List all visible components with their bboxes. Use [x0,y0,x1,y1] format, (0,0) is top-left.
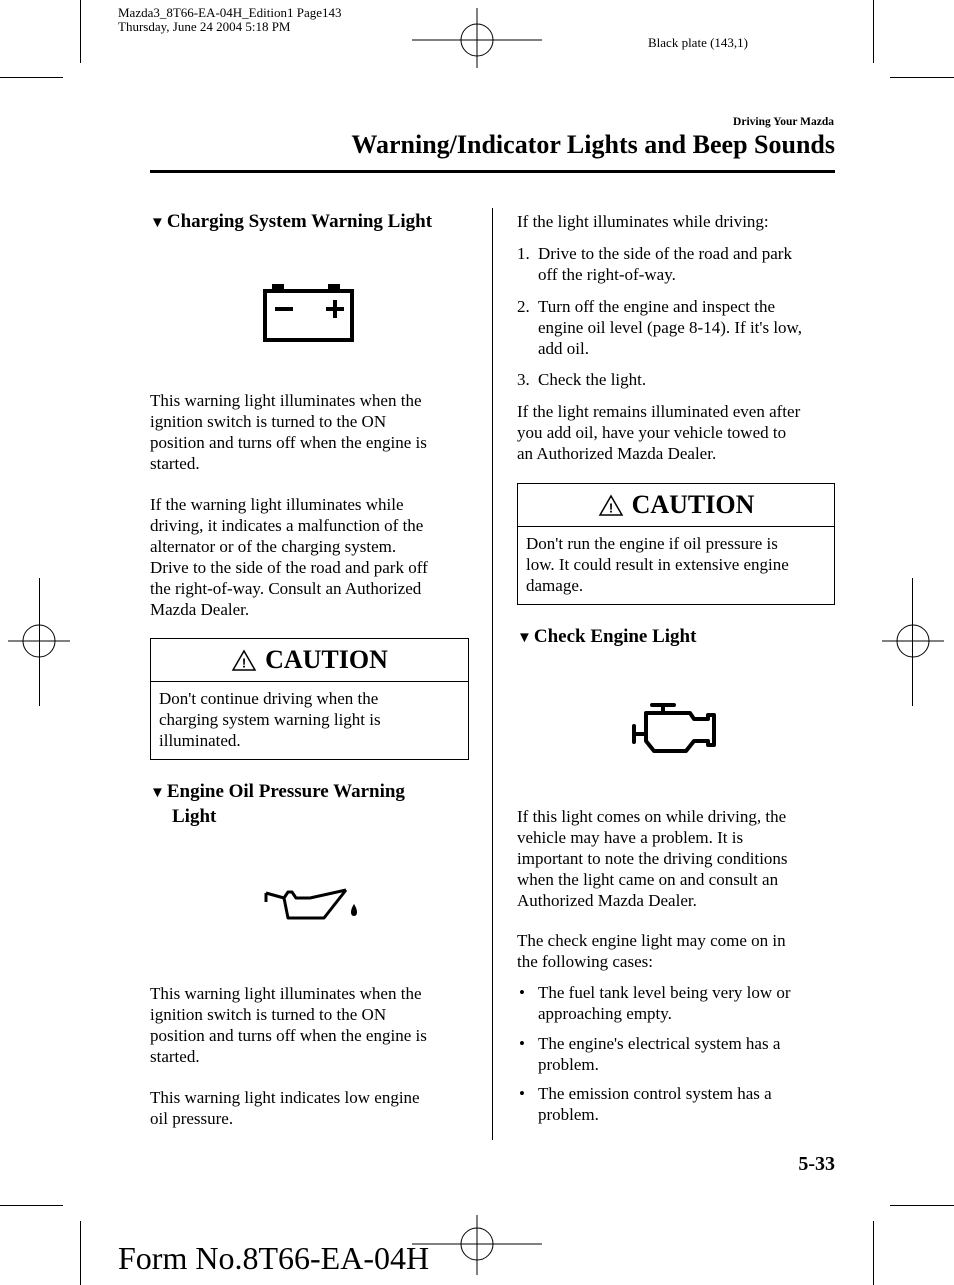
oil-paragraph-1: This warning light illuminates when the ignition switch is turned to the ON position and turns off when the engine is started. [150,984,427,1066]
registration-mark-icon [412,8,542,68]
oil-pressure-heading: ▼ Engine Oil Pressure Warning Light [150,781,405,827]
list-item: 1. Drive to the side of the road and park off the right-of-way. [517,244,792,284]
svg-text:!: ! [608,500,613,515]
caution-title: CAUTION [265,645,388,674]
caution-header [151,639,468,682]
print-date-line: Thursday, June 24 2004 5:18 PM [118,19,291,34]
remains-paragraph: If the light remains illuminated even after you add oil, have your vehicle towed to an Authorized Mazda Dealer. [517,402,801,463]
registration-mark-icon [882,610,944,672]
oil-can-icon [262,884,362,924]
caution-title: CAUTION [631,490,755,519]
bullet-item: • The engine's electrical system has a problem. [519,1034,781,1074]
registration-mark-icon [8,610,70,672]
charging-paragraph-2: If the warning light illuminates while driving, it indicates a malfunction of the alternator or of the charging system. Drive to the side of the road and park off the right-of-way. Consult an Authorized Mazda Dealer. [150,495,428,619]
crop-mark [0,1205,63,1206]
crop-mark [0,77,63,78]
registration-mark-icon [412,1215,542,1275]
bullet-item: • The fuel tank level being very low or approaching empty. [519,983,791,1023]
check-engine-paragraph-1: If this light comes on while driving, the vehicle may have a problem. It is important to note the driving conditions when the light came on and consult an Authorized Mazda Dealer. [517,807,788,910]
oil-intro: If the light illuminates while driving: [517,212,769,231]
crop-mark [873,0,874,63]
warning-triangle-icon [231,649,257,672]
crop-mark [890,77,954,78]
triangle-marker-icon: ▼ [150,215,165,231]
list-item: 3. Check the light. [517,370,647,389]
triangle-marker-icon: ▼ [517,630,532,646]
crop-mark [80,1221,81,1285]
check-engine-heading: ▼ Check Engine Light [517,626,697,647]
oil-paragraph-2: This warning light indicates low engine oil pressure. [150,1088,420,1128]
charging-heading: ▼ Charging System Warning Light [150,211,433,232]
engine-icon [630,700,720,756]
caution-box-oil [517,483,835,605]
caution-body: Don't continue driving when the charging system warning light is illuminated. [159,689,381,750]
bullet-item: • The emission control system has a problem. [519,1084,772,1124]
page-title: Warning/Indicator Lights and Beep Sounds [351,130,835,159]
list-item: 2. Turn off the engine and inspect the engine oil level (page 8-14). If it's low, add oil. [517,297,802,358]
triangle-marker-icon: ▼ [150,785,165,801]
svg-text:!: ! [241,655,247,670]
charging-paragraph-1: This warning light illuminates when the ignition switch is turned to the ON position and turns off when the engine is started. [150,391,427,473]
page-number: 5-33 [798,1153,835,1175]
caution-header [518,484,834,527]
section-label: Driving Your Mazda [733,116,834,128]
warning-triangle-icon [598,494,624,517]
plate-label: Black plate (143,1) [648,35,748,50]
crop-mark [890,1205,954,1206]
caution-body: Don't run the engine if oil pressure is low. It could result in extensive engine damage. [526,534,789,595]
caution-box-charging [150,638,469,760]
check-engine-paragraph-2: The check engine light may come on in the following cases: [517,931,786,971]
battery-icon [262,282,356,344]
print-file-line: Mazda3_8T66-EA-04H_Edition1 Page143 [118,5,342,20]
crop-mark [873,1221,874,1285]
title-rule [150,170,835,173]
form-number: Form No.8T66-EA-04H [118,1240,430,1276]
print-header [118,6,341,34]
crop-mark [80,0,81,63]
column-divider [492,208,493,1140]
